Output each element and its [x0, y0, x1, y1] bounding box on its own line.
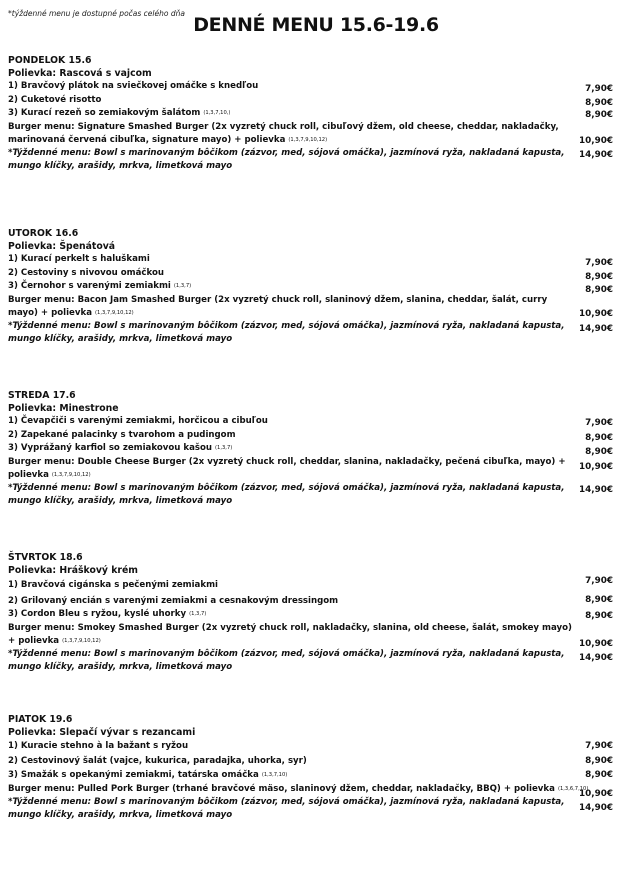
dish-name: Burger menu: Smokey Smashed Burger (2x vyzretý chuck roll, nakladačky, slanina, old cheese, šalát, smokey mayo) + polievka [8, 622, 572, 646]
menu-item-text: 1) Bravčový plátok na sviečkovej omáčke s knedľou [8, 81, 259, 91]
menu-item-text [8, 294, 576, 320]
allergens: (1,3,6,7,10) [557, 785, 589, 792]
menu-item-price: 8,90€ [585, 110, 613, 120]
menu-item-price: 10,90€ [579, 461, 613, 472]
menu-item-price: 7,90€ [585, 576, 613, 586]
soup-line: Polievka: Hráškový krém [8, 565, 138, 576]
soup-line: Polievka: Rascová s vajcom [8, 68, 152, 79]
menu-item [8, 442, 613, 456]
menu-item [8, 267, 613, 281]
menu-item-price: 8,90€ [585, 447, 613, 457]
menu-item-text: *Týždenné menu: Bowl s marinovaným bôčikom (zázvor, med, sójová omáčka), jazmínová ryža, nakladaná kapusta, mungo klíčky, arašidy, mrkva, limetková mayo [8, 797, 565, 820]
menu-item [8, 591, 613, 605]
menu-item-burger [8, 121, 613, 147]
allergens: (1,3,7,9,10,12) [51, 471, 91, 478]
menu-item-text: *Týždenné menu: Bowl s marinovaným bôčikom (zázvor, med, sójová omáčka), jazmínová ryža, nakladaná kapusta, mungo klíčky, arašidy, mrkva, limetková mayo [8, 320, 565, 344]
menu-item [8, 107, 613, 121]
menu-item-text: 1) Kurací perkelt s haluškami [8, 254, 150, 264]
menu-item [8, 577, 613, 591]
menu-item-burger [8, 618, 613, 649]
menu-item [8, 253, 613, 267]
dish-name: 3) Smažák s opekanými zemiakmi, tatárska omáčka [8, 770, 259, 780]
menu-item-text: 2) Cestovinový šalát (vajce, kukurica, paradajka, uhorka, syr) [8, 755, 307, 766]
menu-item-price: 14,90€ [579, 652, 613, 663]
day-section-monday [8, 54, 613, 173]
day-section-tuesday [8, 227, 613, 346]
dish-name: 3) Vyprážaný karfiol so zemiakovou kašou [8, 443, 213, 453]
menu-item [8, 753, 613, 767]
availability-note: *týždenné menu je dostupné počas celého dňa [8, 9, 185, 18]
menu-item-text: 2) Cestoviny s nivovou omáčkou [8, 267, 164, 278]
dish-name: Burger menu: Signature Smashed Burger (2x vyzretý chuck roll, cibuľový džem, old cheese, cheddar, nakladačky, marinovaná červená cibuľka, signature mayo) + polievka [8, 121, 559, 145]
menu-item [8, 604, 613, 621]
day-section-wednesday [8, 389, 613, 508]
dish-name: Burger menu: Double Cheese Burger (2x vyzretý chuck roll, cheddar, slanina, nakladačky, pečená cibuľka, mayo) + polievka [8, 456, 566, 480]
menu-item-text: 1) Kuracie stehno à la bažant s ryžou [8, 741, 189, 751]
dish-name: 3) Černohor s varenými zemiakmi [8, 281, 171, 291]
menu-item-price: 8,90€ [585, 770, 613, 780]
menu-item-text [8, 456, 576, 482]
menu-item-text: 2) Grilovaný encián s varenými zemiakmi a cesnakovým dressingom [8, 595, 339, 606]
menu-item-weekly [8, 147, 613, 173]
allergens: (1,3,7,10,) [203, 110, 231, 116]
menu-item-price: 14,90€ [579, 803, 613, 813]
menu-item-burger [8, 456, 613, 482]
menu-item-price: 8,90€ [585, 285, 613, 295]
allergens: (1,3,7,9,10,12) [288, 136, 328, 143]
menu-item-burger [8, 780, 613, 799]
allergens: (1,3,7) [215, 445, 233, 451]
menu-item-price: 8,90€ [585, 611, 613, 621]
menu-item-weekly [8, 793, 613, 819]
allergens: (1,3,7,9,10,12) [95, 309, 134, 316]
menu-item-price: 10,90€ [579, 308, 613, 319]
menu-item-price: 7,90€ [585, 258, 613, 268]
allergens: (1,3,7,9,10,12) [62, 637, 101, 644]
day-header: UTOROK 16.6 [8, 228, 79, 239]
menu-item-price: 8,90€ [585, 271, 613, 282]
menu-item [8, 766, 613, 780]
menu-item-text: *Týždenné menu: Bowl s marinovaným bôčikom (zázvor, med, sójová omáčka), jazmínová ryža, nakladaná kapusta, mungo klíčky, arašidy, mrkva, limetková mayo [8, 648, 565, 672]
day-header: STREDA 17.6 [8, 390, 76, 401]
menu-item [8, 739, 613, 753]
menu-item-price: 14,90€ [579, 149, 613, 160]
menu-item-price: 8,90€ [585, 755, 613, 766]
menu-item-text [8, 121, 576, 147]
menu-item [8, 415, 613, 429]
menu-item-price: 7,90€ [585, 418, 613, 428]
menu-item [8, 280, 613, 294]
menu-item-text [8, 280, 576, 293]
dish-name: Burger menu: Bacon Jam Smashed Burger (2x vyzretý chuck roll, slaninový džem, slanina, cheddar, šalát, curry mayo) + polievka [8, 294, 548, 318]
menu-item-text: *Týždenné menu: Bowl s marinovaným bôčikom (zázvor, med, sójová omáčka), jazmínová ryža, nakladaná kapusta, mungo klíčky, arašidy, mrkva, limetková mayo [8, 482, 565, 506]
allergens: (1,3,7) [173, 283, 192, 289]
menu-item-price: 8,90€ [585, 594, 613, 605]
menu-item-weekly [8, 482, 613, 508]
allergens: (1,3,7) [189, 611, 207, 617]
menu-item-price: 8,90€ [585, 432, 613, 443]
menu-item-text [8, 107, 576, 120]
menu-item-price: 8,90€ [585, 97, 613, 108]
menu-item-text [8, 442, 576, 455]
menu-item-price: 10,90€ [579, 788, 613, 799]
day-header: PIATOK 19.6 [8, 714, 73, 725]
page-title: DENNÉ MENU 15.6-19.6 [193, 14, 439, 36]
day-header: PONDELOK 15.6 [8, 55, 92, 66]
menu-item-text: 1) Bravčová cigánska s pečenými zemiakmi [8, 580, 218, 590]
day-section-thursday [8, 551, 613, 670]
menu-item-text: 2) Zapekané palacinky s tvarohom a pudingom [8, 429, 236, 440]
menu-item-price: 14,90€ [579, 484, 613, 495]
day-header: ŠTVRTOK 18.6 [8, 552, 83, 563]
soup-line: Polievka: Minestrone [8, 403, 119, 414]
menu-item [8, 94, 613, 108]
menu-item-weekly [8, 644, 613, 670]
dish-name: 3) Cordon Bleu s ryžou, kyslé uhorky [8, 609, 187, 619]
menu-item [8, 429, 613, 443]
dish-name: Burger menu: Pulled Pork Burger (trhané bravčové mäso, slaninový džem, cheddar, nakladačky, BBQ) + polievka [8, 783, 555, 794]
allergens: (1,3,7,10) [261, 772, 288, 778]
menu-item-text: 2) Cuketové risotto [8, 94, 102, 105]
day-section-friday [8, 713, 613, 819]
menu-item-weekly [8, 320, 613, 346]
menu-item-burger [8, 294, 613, 320]
menu-item-price: 7,90€ [585, 741, 613, 751]
menu-item-text: *Týždenné menu: Bowl s marinovaným bôčikom (zázvor, med, sójová omáčka), jazmínová ryža, nakladaná kapusta, mungo klíčky, arašidy, mrkva, limetková mayo [8, 147, 565, 171]
menu-item-price: 14,90€ [579, 323, 613, 334]
menu-item-price: 7,90€ [585, 84, 613, 94]
soup-line: Polievka: Špenátová [8, 241, 116, 252]
menu-item [8, 80, 613, 94]
menu-item-price: 10,90€ [579, 638, 613, 649]
menu-item-text: 1) Čevapčiči s varenými zemiakmi, horčicou a cibuľou [8, 416, 268, 426]
dish-name: 3) Kurací rezeň so zemiakovým šalátom [8, 108, 201, 118]
soup-line: Polievka: Slepačí vývar s rezancami [8, 727, 196, 738]
menu-item-price: 10,90€ [579, 135, 613, 146]
